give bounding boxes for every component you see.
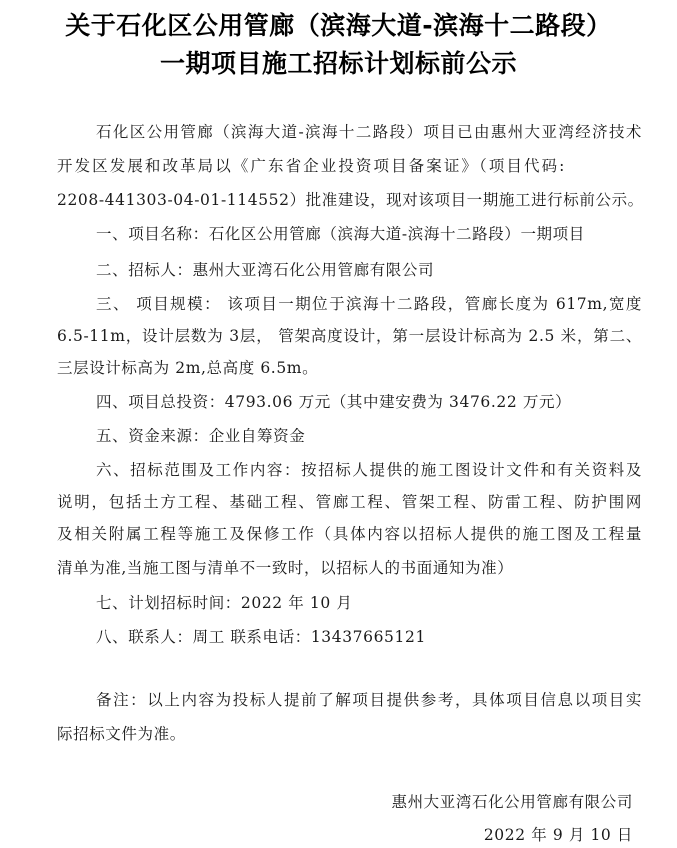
note-line-2: 际招标文件为准。 xyxy=(57,725,186,743)
title-line-1: 关于石化区公用管廊（滨海大道-滨海十二路段） xyxy=(65,11,612,40)
item-scale-line-2: 6.5-11m，设计层数为 3层， 管架高度设计，第一层设计标高为 2.5 米，第二、 xyxy=(57,327,642,345)
item-scope-line-2: 说明，包括土方工程、基础工程、管廊工程、管架工程、防雷工程、防护围网 xyxy=(57,493,642,511)
item-tenderer: 二、招标人：惠州大亚湾石化公用管廊有限公司 xyxy=(96,261,435,279)
item-scope-line-3: 及相关附属工程等施工及保修工作（具体内容以招标人提供的施工图及工程量 xyxy=(57,525,642,543)
intro-line-2: 开发区发展和改革局以《广东省企业投资项目备案证》（项目代码: xyxy=(57,157,565,175)
issue-date: 2022 年 9 月 10 日 xyxy=(483,826,633,844)
issuer-company: 惠州大亚湾石化公用管廊有限公司 xyxy=(391,793,633,811)
item-project-name: 一、项目名称：石化区公用管廊（滨海大道-滨海十二路段）一期项目 xyxy=(96,225,585,243)
intro-line-3: 2208-441303-04-01-114552）批准建设，现对该项目一期施工进行标前公示。 xyxy=(57,191,644,209)
item-investment: 四、项目总投资：4793.06 万元（其中建安费为 3476.22 万元） xyxy=(96,393,572,411)
item-scale-line-3: 三层设计标高为 2m,总高度 6.5m。 xyxy=(57,359,319,377)
item-tender-time: 七、计划招标时间：2022 年 10 月 xyxy=(96,594,353,612)
note-line-1: 备注：以上内容为投标人提前了解项目提供参考，具体项目信息以项目实 xyxy=(96,691,642,709)
item-scope-line-1: 六、招标范围及工作内容：按招标人提供的施工图设计文件和有关资料及 xyxy=(96,461,642,479)
item-contact: 八、联系人：周工 联系电话：13437665121 xyxy=(96,628,426,646)
item-scope-line-4: 清单为准,当施工图与清单不一致时，以招标人的书面通知为准） xyxy=(57,559,514,577)
intro-line-1: 石化区公用管廊（滨海大道-滨海十二路段）项目已由惠州大亚湾经济技术 xyxy=(96,123,642,141)
item-scale-line-1: 三、 项目规模： 该项目一期位于滨海十二路段，管廊长度为 617m,宽度 xyxy=(96,295,642,313)
title-line-2: 一期项目施工招标计划标前公示 xyxy=(159,49,517,78)
item-fund-source: 五、资金来源：企业自筹资金 xyxy=(96,427,306,445)
